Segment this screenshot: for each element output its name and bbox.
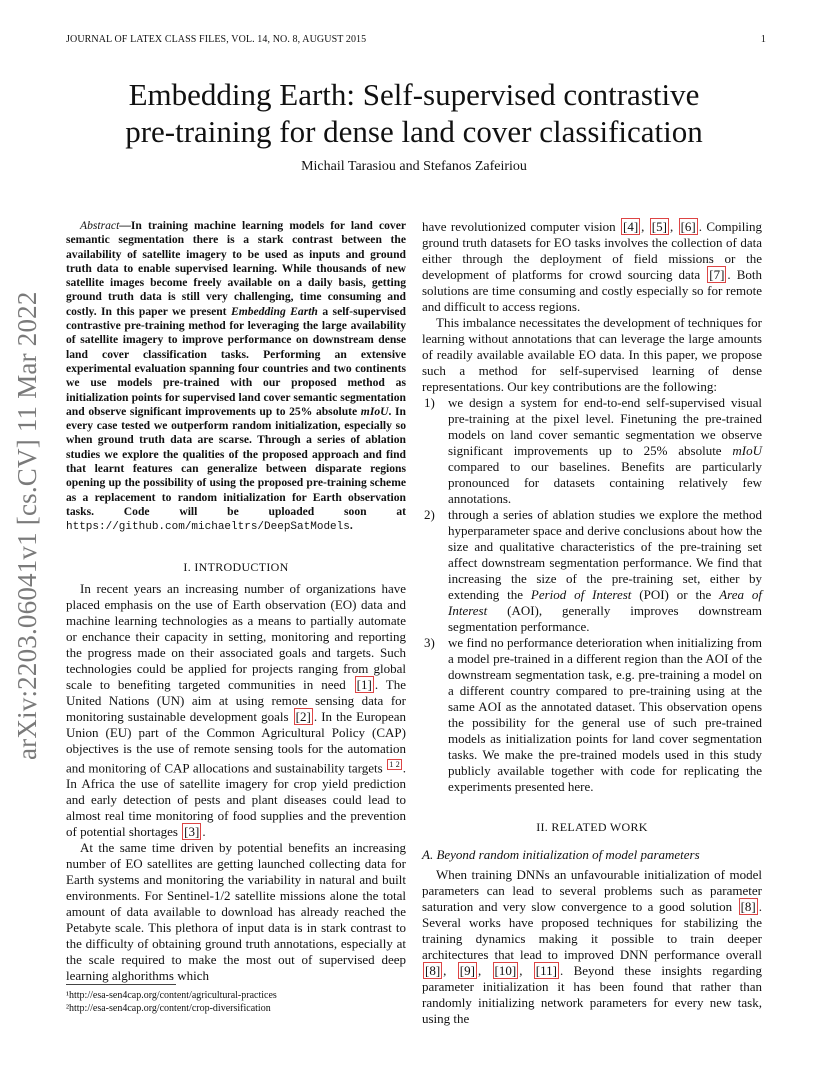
intro-text: . The United Nations (UN) aim at using remote sensing data for monitoring sustainable development goals — [66, 676, 406, 724]
section-heading-related-work: II. RELATED WORK — [536, 820, 648, 834]
term-aoi: Area of Interest — [448, 587, 762, 618]
abstract — [66, 219, 406, 535]
list-item — [422, 635, 762, 795]
citation-link[interactable]: [9] — [459, 963, 475, 978]
citation-link[interactable]: [10] — [494, 963, 517, 978]
list-text: compared to our baselines. Benefits are particularly pronounced for datasets containing relatively few annotations. — [448, 459, 762, 506]
list-text: (AOI), generally improves downstream segmentation performance. — [448, 603, 762, 634]
citation-link[interactable]: [8] — [740, 899, 756, 914]
list-text: we find no performance deterioration when initializing from a model pre-trained in a different region than the AOI of the downstream segmentation task, e.g. pre-training a model on a different country compared to pre-training using at the same AOI as the annotated dataset. This observation opens the possibility for the general use of such pre-trained models as initialization points for land cover segmentation tasks. We make the pre-trained models used in this study publicly available together with code for replicating the experiments presented here. — [448, 635, 762, 794]
contributions-list — [422, 395, 762, 795]
intro-text: . In the European Union (EU) part of the Common Agricultural Policy (CAP) objectives is the use of remote sensing tools for the automation and monitoring of CAP allocations and sustainability targets — [66, 708, 406, 775]
list-text: (POI) or the — [639, 587, 712, 602]
arxiv-identifier[interactable]: arXiv:2203.06041v1 [cs.CV] 11 Mar 2022 — [12, 291, 42, 760]
body-text: . Both solutions are time consuming and costly especially so for remote and difficult to access regions. — [422, 267, 762, 314]
abstract-label: Abstract — [80, 219, 120, 232]
body-text: . Several works have proposed techniques for stabilizing the training dynamics making it possible to train deeper architectures that lead to improved DNN performance overall — [422, 899, 762, 962]
list-item — [422, 395, 762, 507]
term-poi: Period of Interest — [530, 587, 632, 602]
list-number: 3) — [424, 635, 435, 650]
metric-name: mIoU — [732, 443, 762, 458]
intro-text: . In Africa the use of satellite imagery for crop yield prediction and early detection of pests and plant diseases could lead to almost real time monitoring of food supplies and the prevention of potential shortages — [66, 759, 407, 839]
running-header — [66, 34, 766, 45]
body-text: . Compiling ground truth datasets for EO tasks involves the collection of data either through the deployment of field missions or the development of platforms for crowd sourcing data — [422, 219, 763, 282]
paper-title — [60, 76, 768, 150]
abstract-text-b: a self-supervised contrastive pre-training method for leveraging the large availability of satellite imagery to improve performance on downstream dense land cover classification tasks. Performing an extensive experimental evaluation spanning four countries and two continents we use models pre-trained with our proposed method as initialization points for supervised land cover semantic segmentation and observe significant improvements up to 25% absolute — [66, 304, 406, 418]
citation-link[interactable]: [1] — [356, 676, 372, 692]
citation-link[interactable]: [7] — [709, 267, 725, 282]
citation-link[interactable]: [11] — [535, 963, 557, 978]
intro-text: In recent years an increasing number of organizations have placed emphasis on the use of Earth observation (EO) data and machine learning technologies as a means to partially automate or enchance their capacity in setting, monitoring and reporting the progress made on their associated goals and targets. Such technologies could be applied for projects ranging from global scale to benefiting targeted communities in need — [66, 580, 406, 692]
right-paragraph-1: have revolutionized computer vision [4] , [5] , [6] . Compiling ground truth datasets for EO tasks involves the collection of data either through the deployment of field missions or the development of platforms for crowd sourcing data [7] . Both solutions are time consuming and costly especially so for remote and difficult to access regions. — [422, 219, 763, 314]
citation-link[interactable]: [6] — [680, 219, 696, 234]
footnote-1[interactable]: ¹http://esa-sen4cap.org/content/agricultural-practices — [66, 990, 277, 1001]
footnotes — [66, 984, 406, 1015]
intro-paragraph-2: At the same time driven by potential benefits an increasing number of EO satellites are getting launched collecting data for Earth systems and monitoring the variability in natural and built environments. For Sentinel-1/2 satellite missions alone the total amount of data available to download has already reached the Petabyte scale. This plethora of input data is in stark contrast to the difficulty of obtaining ground truth annotations, especially at the scale required to make the most out of supervised deep learning alghorithms which — [66, 839, 406, 983]
body-text: have revolutionized computer vision — [422, 219, 616, 234]
code-url[interactable]: https://github.com/michaeltrs/DeepSatModels — [66, 521, 350, 534]
intro-text: . — [202, 823, 206, 839]
title-line-2: pre-training for dense land cover classification — [125, 114, 703, 149]
metric-name: mIoU — [360, 404, 389, 418]
right-column — [422, 219, 762, 1027]
citation-link[interactable]: [4] — [623, 219, 639, 234]
right-paragraph-2: This imbalance necessitates the development of techniques for learning without annotations that can leverage the large amounts of readily available available EO data. In this paper, we propose such a method for self-supervised learning of dense representations. Our key contributions are the following: — [422, 315, 762, 394]
list-text: through a series of ablation studies we explore the method hyperparameter space and derive conclusions about how the size and qualitative characteristics of the pre-training set affect downstream segmentation performance. We find that increasing the size of the pre-training set, either by extending the — [448, 507, 762, 602]
title-line-1: Embedding Earth: Self-supervised contrastive — [128, 77, 700, 112]
abstract-text-c: . In every case tested we outperform random initialization, especially so when ground truth data are scarse. Through a series of ablation studies we explore the qualities of the proposed approach and find that learnt features can generalize between disparate regions opening up the possibility of using the proposed pre-training scheme as a replacement to random initialization for Earth observation tasks. Code will be uploaded soon at — [66, 404, 406, 518]
intro-paragraph-1 — [66, 581, 406, 840]
citation-link[interactable]: [5] — [651, 219, 667, 234]
body-text: . Beyond these insights regarding parameter initialization it has been found that rather than randomly initializing network parameters for every new task, using the — [422, 963, 763, 1026]
list-number: 1) — [424, 395, 435, 410]
page-number: 1 — [760, 34, 766, 45]
abstract-end: . — [349, 519, 353, 533]
footnote-rule — [66, 984, 176, 985]
footnote-2[interactable]: ²http://esa-sen4cap.org/content/crop-diversification — [66, 1003, 271, 1014]
abstract-text-a: In training machine learning models for land cover semantic segmentation there is a stark contrast between the availability of satellite imagery to be used as inputs and ground truth data to enable supervised learning. While thousands of new satellite images become freely available on a daily basis, getting ground truth data is still very challenging, time consuming and costly. In this paper we present — [66, 219, 406, 318]
citation-link[interactable]: [8] — [425, 963, 441, 978]
subsection-heading: A. Beyond random initialization of model parameters — [422, 847, 700, 862]
citation-link[interactable]: [3] — [184, 823, 200, 839]
author-list: Michail Tarasiou and Stefanos Zafeiriou — [301, 159, 527, 174]
list-number: 2) — [424, 507, 435, 522]
list-item — [422, 507, 762, 635]
abstract-dash: — — [119, 219, 131, 232]
left-column — [66, 219, 406, 984]
body-text: When training DNNs an unfavourable initialization of model parameters can lead to several problems such as parameter saturation and very slow convergence to a good solution — [422, 867, 762, 914]
citation-link[interactable]: [2] — [295, 708, 311, 724]
related-paragraph-1: When training DNNs an unfavourable initialization of model parameters can lead to several problems such as parameter saturation and very slow convergence to a good solution [8] . Several works have proposed techniques for stabilizing the training dynamics making it possible to train deeper architectures that lead to improved DNN performance overall [8] , [9] , [10] , [11] . Beyond these insights regarding parameter initialization it has been found that rather than randomly initializing network parameters for every new task, using the — [422, 867, 763, 1026]
method-name: Embedding Earth — [230, 304, 318, 318]
footnote-refs[interactable]: 1 2 — [389, 759, 400, 769]
section-heading-introduction: I. INTRODUCTION — [183, 559, 289, 574]
list-text: we design a system for end-to-end self-supervised visual pre-training at the pixel level. Finetuning the pre-trained models on land cover semantic segmentation we observe significant improvements up to 25% absolute — [448, 395, 762, 458]
journal-name: JOURNAL OF LATEX CLASS FILES, VOL. 14, NO. 8, AUGUST 2015 — [66, 34, 367, 45]
